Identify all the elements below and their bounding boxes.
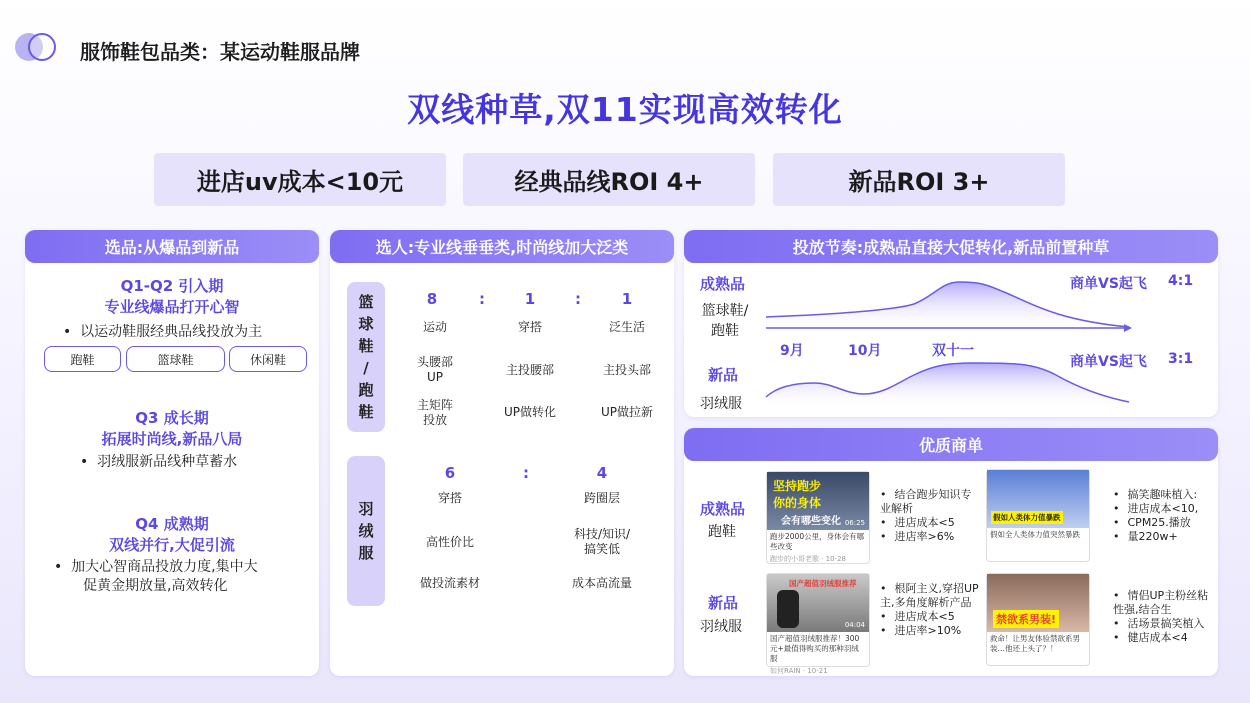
brand-logo [15, 32, 59, 62]
point: • 结合跑步知识专业解析 [880, 488, 980, 516]
row2-points2 [1113, 589, 1213, 645]
g2-cell: 穿搭 [437, 491, 462, 505]
jacket-image [777, 590, 799, 628]
label-char: 球 [358, 315, 374, 333]
row1-points2 [1113, 488, 1213, 544]
phase3-bullet: • 加大心智商品投放力度,集中大 [54, 559, 258, 575]
ratio-colon: : [575, 290, 581, 308]
ratio-colon: : [479, 290, 485, 308]
thumb-overlay: 假如人类体力值暴跌 [993, 513, 1061, 522]
video-meta: 跑步的小哥老歌 · 10-28 [770, 555, 847, 563]
g1-cell: 头腰部 UP [416, 355, 453, 384]
video-caption: 国产超值羽绒服推荐！300元+最值得购买的那种羽绒服 [770, 634, 860, 663]
video-card-running[interactable] [766, 471, 870, 564]
quality-orders-header: 优质商单 [684, 428, 1218, 461]
point: • 情侣UP主粉丝粘性强,结合生 [1113, 589, 1213, 617]
g1-cell: 运动 [422, 320, 447, 334]
row1-points1 [880, 488, 980, 544]
ratio-colon: : [523, 464, 529, 482]
label-char: 跑 [358, 381, 374, 399]
phase1-title: Q1-Q2 引入期 [120, 277, 224, 295]
phase2-bullet: • 羽绒服新品线种草蓄水 [80, 454, 238, 470]
g2-cell: 成本高流量 [571, 576, 632, 590]
timeline-arrow [1124, 324, 1132, 332]
tag-casual-shoes: 休闲鞋 [229, 346, 307, 372]
g2-cell: 做投流素材 [419, 576, 480, 590]
row2-points1 [880, 582, 980, 638]
tag-basketball-shoes: 篮球鞋 [126, 346, 225, 372]
mature-curve-area [766, 282, 1129, 328]
g1-cell: 泛生活 [608, 320, 645, 334]
point: • CPM25.播放 [1113, 516, 1213, 530]
phase1-bullet: • 以运动鞋服经典品线投放为主 [63, 324, 263, 340]
video-thumbnail [987, 574, 1089, 632]
video-card-down-jacket[interactable] [766, 573, 870, 675]
row1-label: 成熟品 [700, 500, 746, 518]
group-basketball-running-label [347, 282, 385, 432]
thumb-overlay: 禁欲系男装! [993, 610, 1059, 628]
point: • 进店成本<10, [1113, 502, 1213, 516]
kpi-classic-roi: 经典品线ROI 4+ [463, 153, 755, 206]
point: • 进店率>6% [880, 530, 980, 544]
phase2-subtitle: 拓展时尚线,新品八局 [101, 430, 243, 448]
point: • 进店成本<5 [880, 610, 980, 624]
point: • 根阿主义,穿招UP主,多角度解析产品 [880, 582, 980, 610]
point: • 搞笑趣味植入: [1113, 488, 1213, 502]
phase2-title: Q3 成长期 [135, 409, 209, 427]
g2-cell: 科技/知识/ 搞笑低 [573, 527, 631, 556]
mature-ratio: 4:1 [1168, 273, 1194, 289]
g1-cell: UP做转化 [503, 405, 557, 419]
rhythm-header: 投放节奏:成熟品直接大促转化,新品前置种草 [684, 230, 1218, 263]
new-note: 商单VS起飞 [1070, 354, 1147, 370]
row2-label: 新品 [708, 594, 739, 612]
ratio-value: 4 [596, 464, 608, 482]
g2-cell: 跨圈层 [583, 491, 620, 505]
phase1-subtitle: 专业线爆品打开心智 [104, 298, 240, 316]
mature-product-line: 跑鞋 [711, 323, 739, 339]
point: • 活场景搞笑植入 [1113, 617, 1213, 631]
ratio-value: 1 [524, 290, 536, 308]
label-char: 绒 [358, 522, 374, 540]
logo-circle-front [28, 33, 56, 61]
mature-note: 商单VS起飞 [1070, 276, 1147, 292]
video-caption: 假如全人类体力值突然暴跌 [990, 530, 1080, 539]
video-thumbnail [987, 470, 1089, 528]
group-down-jacket-label [347, 456, 385, 606]
g2-cell: 高性价比 [425, 535, 474, 549]
product-selection-header: 选品:从爆品到新品 [25, 230, 319, 263]
point: • 进店率>10% [880, 624, 980, 638]
video-caption: 跑步2000公里，身体会有哪些改变 [770, 532, 865, 551]
video-caption: 救命！让男友体验禁欲系男装…他还上头了？！ [990, 634, 1080, 653]
ratio-value: 8 [426, 290, 438, 308]
kpi-new-roi: 新品ROI 3+ [773, 153, 1065, 206]
g1-cell: 穿搭 [517, 320, 542, 334]
label-char: 羽 [358, 500, 374, 518]
row2-product: 羽绒服 [700, 619, 742, 635]
new-product: 羽绒服 [700, 396, 742, 412]
thumb-overlay: 坚持跑步 [773, 479, 822, 493]
g1-cell: UP做拉新 [600, 405, 654, 419]
label-char: 鞋 [358, 403, 374, 421]
tag-running-shoes: 跑鞋 [44, 346, 121, 372]
g1-cell: 主矩阵 投放 [416, 398, 453, 427]
point: • 量220w+ [1113, 530, 1213, 544]
phase3-title: Q4 成熟期 [135, 515, 209, 533]
phase3-subtitle: 双线并行,大促引流 [109, 536, 235, 554]
headline: 双线种草,双11实现高效转化 [407, 90, 843, 129]
axis-label-sep: 9月 [780, 343, 804, 359]
video-meta: 如何RAIN · 10-21 [770, 667, 828, 675]
video-card-funny[interactable] [986, 469, 1090, 562]
new-ratio: 3:1 [1168, 351, 1194, 367]
axis-label-oct: 10月 [848, 343, 882, 359]
video-thumbnail [767, 472, 869, 530]
axis-label-double11: 双十一 [932, 343, 974, 359]
thumb-overlay: 你的身体 [773, 496, 822, 510]
row1-product: 跑鞋 [708, 524, 736, 540]
ratio-value: 6 [444, 464, 456, 482]
thumb-overlay: 会有哪些变化 [781, 516, 841, 527]
mature-product-line: 篮球鞋/ [701, 303, 749, 319]
video-duration: 06:25 [844, 519, 865, 527]
label-char: 篮 [358, 293, 374, 311]
video-duration: 04:04 [844, 621, 865, 629]
page-title: 服饰鞋包品类：某运动鞋服品牌 [80, 40, 360, 64]
mature-label: 成熟品 [700, 275, 746, 293]
g1-cell: 主投腰部 [505, 363, 554, 377]
point: • 健店成本<4 [1113, 631, 1213, 645]
influencer-selection-header: 选人:专业线垂垂类,时尚线加大泛类 [330, 230, 674, 263]
label-char: 鞋 [358, 337, 374, 355]
phase3-bullet-cont: 促黄金期放量,高效转化 [83, 578, 228, 594]
thumb-overlay: 国产超值羽绒服推荐 [789, 579, 857, 588]
new-label: 新品 [708, 366, 739, 384]
point: • 进店成本<5 [880, 516, 980, 530]
kpi-uv-cost: 进店uv成本<10元 [154, 153, 446, 206]
video-card-couple[interactable] [986, 573, 1090, 666]
g1-cell: 主投头部 [602, 363, 651, 377]
label-char: / [363, 359, 369, 377]
ratio-value: 1 [621, 290, 633, 308]
label-char: 服 [358, 544, 374, 562]
video-thumbnail [767, 574, 869, 632]
